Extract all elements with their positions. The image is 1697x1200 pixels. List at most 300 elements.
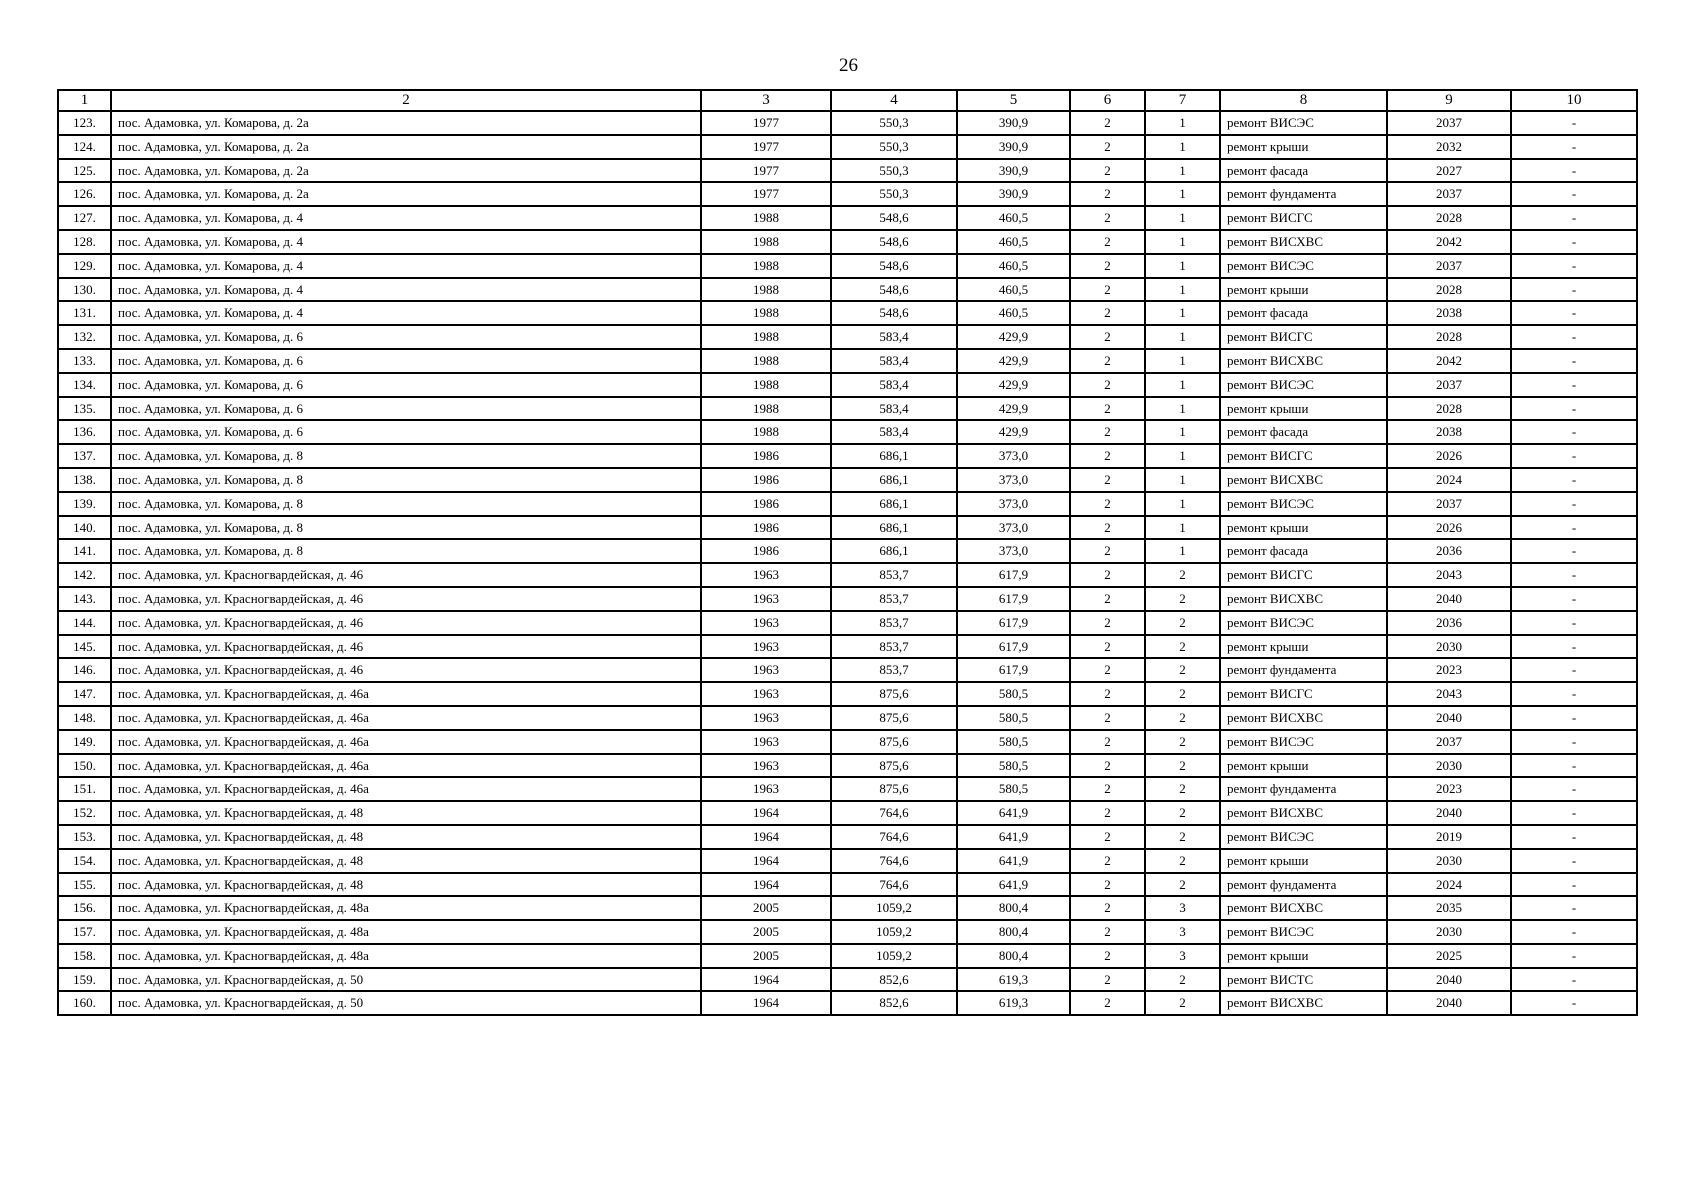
living-area-cell: 429,9: [957, 349, 1070, 373]
entrances-cell: 1: [1145, 254, 1220, 278]
living-area-cell: 619,3: [957, 991, 1070, 1015]
year-cell: 1964: [701, 968, 831, 992]
work-type-cell: ремонт ВИСЭС: [1220, 373, 1387, 397]
period-cell: 2037: [1387, 492, 1511, 516]
year-cell: 1988: [701, 301, 831, 325]
period-cell: 2042: [1387, 230, 1511, 254]
living-area-cell: 390,9: [957, 182, 1070, 206]
total-area-cell: 583,4: [831, 420, 957, 444]
total-area-cell: 548,6: [831, 301, 957, 325]
entrances-cell: 1: [1145, 468, 1220, 492]
table-row: [58, 420, 1637, 444]
living-area-cell: 617,9: [957, 658, 1070, 682]
total-area-cell: 686,1: [831, 516, 957, 540]
column-header-6: 6: [1070, 90, 1145, 111]
total-area-cell: 764,6: [831, 801, 957, 825]
column-header-2: 2: [111, 90, 701, 111]
note-cell: -: [1511, 111, 1637, 135]
total-area-cell: 583,4: [831, 397, 957, 421]
row-number-cell: 139.: [58, 492, 111, 516]
address-cell: пос. Адамовка, ул. Красногвардейская, д. 48а: [111, 896, 701, 920]
note-cell: -: [1511, 920, 1637, 944]
total-area-cell: 853,7: [831, 611, 957, 635]
note-cell: -: [1511, 539, 1637, 563]
table-row: [58, 468, 1637, 492]
note-cell: -: [1511, 706, 1637, 730]
note-cell: -: [1511, 658, 1637, 682]
row-number-cell: 148.: [58, 706, 111, 730]
address-cell: пос. Адамовка, ул. Комарова, д. 8: [111, 516, 701, 540]
year-cell: 1986: [701, 539, 831, 563]
note-cell: -: [1511, 682, 1637, 706]
period-cell: 2030: [1387, 754, 1511, 778]
address-cell: пос. Адамовка, ул. Красногвардейская, д. 48: [111, 849, 701, 873]
floors-cell: 2: [1070, 254, 1145, 278]
column-header-4: 4: [831, 90, 957, 111]
column-header-3: 3: [701, 90, 831, 111]
entrances-cell: 2: [1145, 682, 1220, 706]
work-type-cell: ремонт крыши: [1220, 135, 1387, 159]
period-cell: 2026: [1387, 444, 1511, 468]
address-cell: пос. Адамовка, ул. Комарова, д. 6: [111, 373, 701, 397]
floors-cell: 2: [1070, 420, 1145, 444]
floors-cell: 2: [1070, 587, 1145, 611]
note-cell: -: [1511, 135, 1637, 159]
period-cell: 2028: [1387, 325, 1511, 349]
year-cell: 1988: [701, 325, 831, 349]
row-number-cell: 146.: [58, 658, 111, 682]
note-cell: -: [1511, 968, 1637, 992]
period-cell: 2019: [1387, 825, 1511, 849]
total-area-cell: 875,6: [831, 777, 957, 801]
row-number-cell: 138.: [58, 468, 111, 492]
work-type-cell: ремонт ВИСХВС: [1220, 230, 1387, 254]
period-cell: 2037: [1387, 111, 1511, 135]
period-cell: 2027: [1387, 159, 1511, 183]
row-number-cell: 125.: [58, 159, 111, 183]
entrances-cell: 1: [1145, 420, 1220, 444]
year-cell: 1977: [701, 182, 831, 206]
year-cell: 1963: [701, 730, 831, 754]
note-cell: -: [1511, 373, 1637, 397]
note-cell: -: [1511, 301, 1637, 325]
entrances-cell: 2: [1145, 968, 1220, 992]
table-row: [58, 254, 1637, 278]
floors-cell: 2: [1070, 111, 1145, 135]
row-number-cell: 132.: [58, 325, 111, 349]
floors-cell: 2: [1070, 611, 1145, 635]
work-type-cell: ремонт крыши: [1220, 278, 1387, 302]
living-area-cell: 800,4: [957, 920, 1070, 944]
note-cell: -: [1511, 611, 1637, 635]
period-cell: 2038: [1387, 420, 1511, 444]
note-cell: -: [1511, 896, 1637, 920]
address-cell: пос. Адамовка, ул. Комарова, д. 4: [111, 230, 701, 254]
work-type-cell: ремонт ВИСЭС: [1220, 254, 1387, 278]
living-area-cell: 373,0: [957, 539, 1070, 563]
row-number-cell: 127.: [58, 206, 111, 230]
table-row: [58, 206, 1637, 230]
entrances-cell: 1: [1145, 397, 1220, 421]
work-type-cell: ремонт ВИСЭС: [1220, 920, 1387, 944]
total-area-cell: 853,7: [831, 635, 957, 659]
year-cell: 1988: [701, 349, 831, 373]
year-cell: 1988: [701, 373, 831, 397]
entrances-cell: 1: [1145, 135, 1220, 159]
period-cell: 2032: [1387, 135, 1511, 159]
year-cell: 1963: [701, 611, 831, 635]
living-area-cell: 641,9: [957, 801, 1070, 825]
living-area-cell: 641,9: [957, 873, 1070, 897]
year-cell: 1988: [701, 206, 831, 230]
living-area-cell: 619,3: [957, 968, 1070, 992]
period-cell: 2038: [1387, 301, 1511, 325]
note-cell: -: [1511, 516, 1637, 540]
entrances-cell: 1: [1145, 492, 1220, 516]
living-area-cell: 800,4: [957, 944, 1070, 968]
living-area-cell: 580,5: [957, 682, 1070, 706]
living-area-cell: 373,0: [957, 492, 1070, 516]
work-type-cell: ремонт ВИСХВС: [1220, 706, 1387, 730]
period-cell: 2037: [1387, 182, 1511, 206]
living-area-cell: 429,9: [957, 325, 1070, 349]
period-cell: 2040: [1387, 968, 1511, 992]
year-cell: 1986: [701, 444, 831, 468]
total-area-cell: 764,6: [831, 873, 957, 897]
floors-cell: 2: [1070, 730, 1145, 754]
address-cell: пос. Адамовка, ул. Комарова, д. 8: [111, 444, 701, 468]
living-area-cell: 617,9: [957, 563, 1070, 587]
floors-cell: 2: [1070, 159, 1145, 183]
note-cell: -: [1511, 873, 1637, 897]
period-cell: 2028: [1387, 278, 1511, 302]
total-area-cell: 853,7: [831, 563, 957, 587]
work-type-cell: ремонт крыши: [1220, 635, 1387, 659]
address-cell: пос. Адамовка, ул. Комарова, д. 6: [111, 397, 701, 421]
column-header-1: 1: [58, 90, 111, 111]
column-header-5: 5: [957, 90, 1070, 111]
row-number-cell: 152.: [58, 801, 111, 825]
row-number-cell: 154.: [58, 849, 111, 873]
period-cell: 2028: [1387, 206, 1511, 230]
period-cell: 2030: [1387, 849, 1511, 873]
entrances-cell: 2: [1145, 849, 1220, 873]
table-row: [58, 182, 1637, 206]
row-number-cell: 145.: [58, 635, 111, 659]
row-number-cell: 160.: [58, 991, 111, 1015]
period-cell: 2024: [1387, 873, 1511, 897]
address-cell: пос. Адамовка, ул. Комарова, д. 4: [111, 278, 701, 302]
living-area-cell: 460,5: [957, 230, 1070, 254]
address-cell: пос. Адамовка, ул. Комарова, д. 2а: [111, 182, 701, 206]
header-row: [58, 90, 1637, 111]
row-number-cell: 133.: [58, 349, 111, 373]
total-area-cell: 852,6: [831, 991, 957, 1015]
period-cell: 2035: [1387, 896, 1511, 920]
table-row: [58, 682, 1637, 706]
floors-cell: 2: [1070, 849, 1145, 873]
work-type-cell: ремонт ВИСТС: [1220, 968, 1387, 992]
table-row: [58, 111, 1637, 135]
total-area-cell: 1059,2: [831, 944, 957, 968]
address-cell: пос. Адамовка, ул. Красногвардейская, д. 50: [111, 968, 701, 992]
note-cell: -: [1511, 587, 1637, 611]
row-number-cell: 156.: [58, 896, 111, 920]
address-cell: пос. Адамовка, ул. Красногвардейская, д. 48а: [111, 920, 701, 944]
year-cell: 1963: [701, 635, 831, 659]
note-cell: -: [1511, 206, 1637, 230]
work-type-cell: ремонт ВИСЭС: [1220, 111, 1387, 135]
year-cell: 1964: [701, 801, 831, 825]
row-number-cell: 142.: [58, 563, 111, 587]
entrances-cell: 3: [1145, 920, 1220, 944]
work-type-cell: ремонт крыши: [1220, 754, 1387, 778]
year-cell: 1963: [701, 706, 831, 730]
year-cell: 1986: [701, 516, 831, 540]
row-number-cell: 136.: [58, 420, 111, 444]
address-cell: пос. Адамовка, ул. Красногвардейская, д. 46а: [111, 706, 701, 730]
work-type-cell: ремонт фасада: [1220, 159, 1387, 183]
total-area-cell: 852,6: [831, 968, 957, 992]
year-cell: 1963: [701, 658, 831, 682]
work-type-cell: ремонт ВИСЭС: [1220, 611, 1387, 635]
address-cell: пос. Адамовка, ул. Комарова, д. 4: [111, 206, 701, 230]
floors-cell: 2: [1070, 825, 1145, 849]
entrances-cell: 2: [1145, 730, 1220, 754]
entrances-cell: 1: [1145, 444, 1220, 468]
period-cell: 2036: [1387, 539, 1511, 563]
period-cell: 2030: [1387, 920, 1511, 944]
entrances-cell: 2: [1145, 801, 1220, 825]
note-cell: -: [1511, 349, 1637, 373]
note-cell: -: [1511, 159, 1637, 183]
total-area-cell: 548,6: [831, 230, 957, 254]
entrances-cell: 1: [1145, 539, 1220, 563]
table-row: [58, 873, 1637, 897]
table-row: [58, 658, 1637, 682]
total-area-cell: 548,6: [831, 278, 957, 302]
table-row: [58, 849, 1637, 873]
row-number-cell: 140.: [58, 516, 111, 540]
period-cell: 2040: [1387, 587, 1511, 611]
work-type-cell: ремонт ВИСГС: [1220, 563, 1387, 587]
address-cell: пос. Адамовка, ул. Комарова, д. 2а: [111, 135, 701, 159]
year-cell: 1963: [701, 754, 831, 778]
period-cell: 2023: [1387, 658, 1511, 682]
address-cell: пос. Адамовка, ул. Комарова, д. 8: [111, 492, 701, 516]
living-area-cell: 390,9: [957, 111, 1070, 135]
row-number-cell: 153.: [58, 825, 111, 849]
table-row: [58, 444, 1637, 468]
work-type-cell: ремонт ВИСЭС: [1220, 825, 1387, 849]
floors-cell: 2: [1070, 563, 1145, 587]
table-row: [58, 896, 1637, 920]
entrances-cell: 1: [1145, 111, 1220, 135]
floors-cell: 2: [1070, 706, 1145, 730]
entrances-cell: 1: [1145, 159, 1220, 183]
row-number-cell: 135.: [58, 397, 111, 421]
entrances-cell: 2: [1145, 611, 1220, 635]
year-cell: 1964: [701, 849, 831, 873]
work-type-cell: ремонт ВИСХВС: [1220, 349, 1387, 373]
living-area-cell: 460,5: [957, 301, 1070, 325]
living-area-cell: 580,5: [957, 754, 1070, 778]
row-number-cell: 155.: [58, 873, 111, 897]
floors-cell: 2: [1070, 492, 1145, 516]
total-area-cell: 764,6: [831, 849, 957, 873]
table-row: [58, 730, 1637, 754]
note-cell: -: [1511, 635, 1637, 659]
address-cell: пос. Адамовка, ул. Комарова, д. 8: [111, 539, 701, 563]
floors-cell: 2: [1070, 801, 1145, 825]
address-cell: пос. Адамовка, ул. Красногвардейская, д. 46: [111, 635, 701, 659]
living-area-cell: 390,9: [957, 159, 1070, 183]
year-cell: 2005: [701, 920, 831, 944]
living-area-cell: 460,5: [957, 206, 1070, 230]
note-cell: -: [1511, 991, 1637, 1015]
note-cell: -: [1511, 397, 1637, 421]
registry-table: [57, 89, 1638, 1016]
work-type-cell: ремонт фундамента: [1220, 777, 1387, 801]
living-area-cell: 580,5: [957, 777, 1070, 801]
entrances-cell: 2: [1145, 873, 1220, 897]
period-cell: 2023: [1387, 777, 1511, 801]
table-row: [58, 135, 1637, 159]
floors-cell: 2: [1070, 991, 1145, 1015]
entrances-cell: 3: [1145, 896, 1220, 920]
note-cell: -: [1511, 825, 1637, 849]
work-type-cell: ремонт ВИСХВС: [1220, 587, 1387, 611]
living-area-cell: 641,9: [957, 849, 1070, 873]
table-row: [58, 801, 1637, 825]
note-cell: -: [1511, 278, 1637, 302]
table-row: [58, 373, 1637, 397]
total-area-cell: 686,1: [831, 492, 957, 516]
floors-cell: 2: [1070, 206, 1145, 230]
year-cell: 1988: [701, 420, 831, 444]
living-area-cell: 460,5: [957, 254, 1070, 278]
floors-cell: 2: [1070, 968, 1145, 992]
work-type-cell: ремонт фундамента: [1220, 658, 1387, 682]
entrances-cell: 2: [1145, 825, 1220, 849]
floors-cell: 2: [1070, 920, 1145, 944]
living-area-cell: 373,0: [957, 516, 1070, 540]
table-row: [58, 563, 1637, 587]
living-area-cell: 617,9: [957, 587, 1070, 611]
living-area-cell: 580,5: [957, 706, 1070, 730]
note-cell: -: [1511, 944, 1637, 968]
row-number-cell: 158.: [58, 944, 111, 968]
living-area-cell: 617,9: [957, 611, 1070, 635]
note-cell: -: [1511, 563, 1637, 587]
period-cell: 2030: [1387, 635, 1511, 659]
table-row: [58, 754, 1637, 778]
entrances-cell: 2: [1145, 754, 1220, 778]
table-row: [58, 587, 1637, 611]
floors-cell: 2: [1070, 468, 1145, 492]
period-cell: 2036: [1387, 611, 1511, 635]
period-cell: 2026: [1387, 516, 1511, 540]
living-area-cell: 580,5: [957, 730, 1070, 754]
address-cell: пос. Адамовка, ул. Комарова, д. 2а: [111, 159, 701, 183]
note-cell: -: [1511, 492, 1637, 516]
floors-cell: 2: [1070, 754, 1145, 778]
row-number-cell: 124.: [58, 135, 111, 159]
entrances-cell: 2: [1145, 658, 1220, 682]
work-type-cell: ремонт ВИСГС: [1220, 444, 1387, 468]
entrances-cell: 2: [1145, 706, 1220, 730]
total-area-cell: 875,6: [831, 682, 957, 706]
work-type-cell: ремонт крыши: [1220, 516, 1387, 540]
floors-cell: 2: [1070, 658, 1145, 682]
work-type-cell: ремонт ВИСГС: [1220, 206, 1387, 230]
floors-cell: 2: [1070, 301, 1145, 325]
year-cell: 1963: [701, 563, 831, 587]
note-cell: -: [1511, 230, 1637, 254]
total-area-cell: 853,7: [831, 587, 957, 611]
entrances-cell: 2: [1145, 991, 1220, 1015]
total-area-cell: 583,4: [831, 325, 957, 349]
table-row: [58, 397, 1637, 421]
total-area-cell: 1059,2: [831, 896, 957, 920]
row-number-cell: 129.: [58, 254, 111, 278]
table-row: [58, 230, 1637, 254]
entrances-cell: 1: [1145, 325, 1220, 349]
table-row: [58, 968, 1637, 992]
entrances-cell: 1: [1145, 182, 1220, 206]
table-row: [58, 611, 1637, 635]
row-number-cell: 159.: [58, 968, 111, 992]
address-cell: пос. Адамовка, ул. Красногвардейская, д. 48: [111, 801, 701, 825]
address-cell: пос. Адамовка, ул. Комарова, д. 8: [111, 468, 701, 492]
note-cell: -: [1511, 754, 1637, 778]
period-cell: 2040: [1387, 801, 1511, 825]
living-area-cell: 460,5: [957, 278, 1070, 302]
entrances-cell: 2: [1145, 635, 1220, 659]
floors-cell: 2: [1070, 873, 1145, 897]
floors-cell: 2: [1070, 896, 1145, 920]
total-area-cell: 583,4: [831, 373, 957, 397]
row-number-cell: 149.: [58, 730, 111, 754]
period-cell: 2043: [1387, 682, 1511, 706]
row-number-cell: 151.: [58, 777, 111, 801]
work-type-cell: ремонт ВИСХВС: [1220, 801, 1387, 825]
work-type-cell: ремонт ВИСХВС: [1220, 896, 1387, 920]
address-cell: пос. Адамовка, ул. Красногвардейская, д. 48а: [111, 944, 701, 968]
total-area-cell: 550,3: [831, 135, 957, 159]
row-number-cell: 123.: [58, 111, 111, 135]
floors-cell: 2: [1070, 944, 1145, 968]
floors-cell: 2: [1070, 397, 1145, 421]
work-type-cell: ремонт ВИСХВС: [1220, 991, 1387, 1015]
period-cell: 2037: [1387, 373, 1511, 397]
total-area-cell: 875,6: [831, 730, 957, 754]
note-cell: -: [1511, 468, 1637, 492]
year-cell: 1977: [701, 159, 831, 183]
period-cell: 2025: [1387, 944, 1511, 968]
total-area-cell: 550,3: [831, 182, 957, 206]
note-cell: -: [1511, 730, 1637, 754]
floors-cell: 2: [1070, 278, 1145, 302]
year-cell: 2005: [701, 896, 831, 920]
work-type-cell: ремонт фасада: [1220, 301, 1387, 325]
entrances-cell: 1: [1145, 206, 1220, 230]
floors-cell: 2: [1070, 444, 1145, 468]
total-area-cell: 686,1: [831, 539, 957, 563]
total-area-cell: 550,3: [831, 159, 957, 183]
work-type-cell: ремонт ВИСХВС: [1220, 468, 1387, 492]
table-row: [58, 944, 1637, 968]
